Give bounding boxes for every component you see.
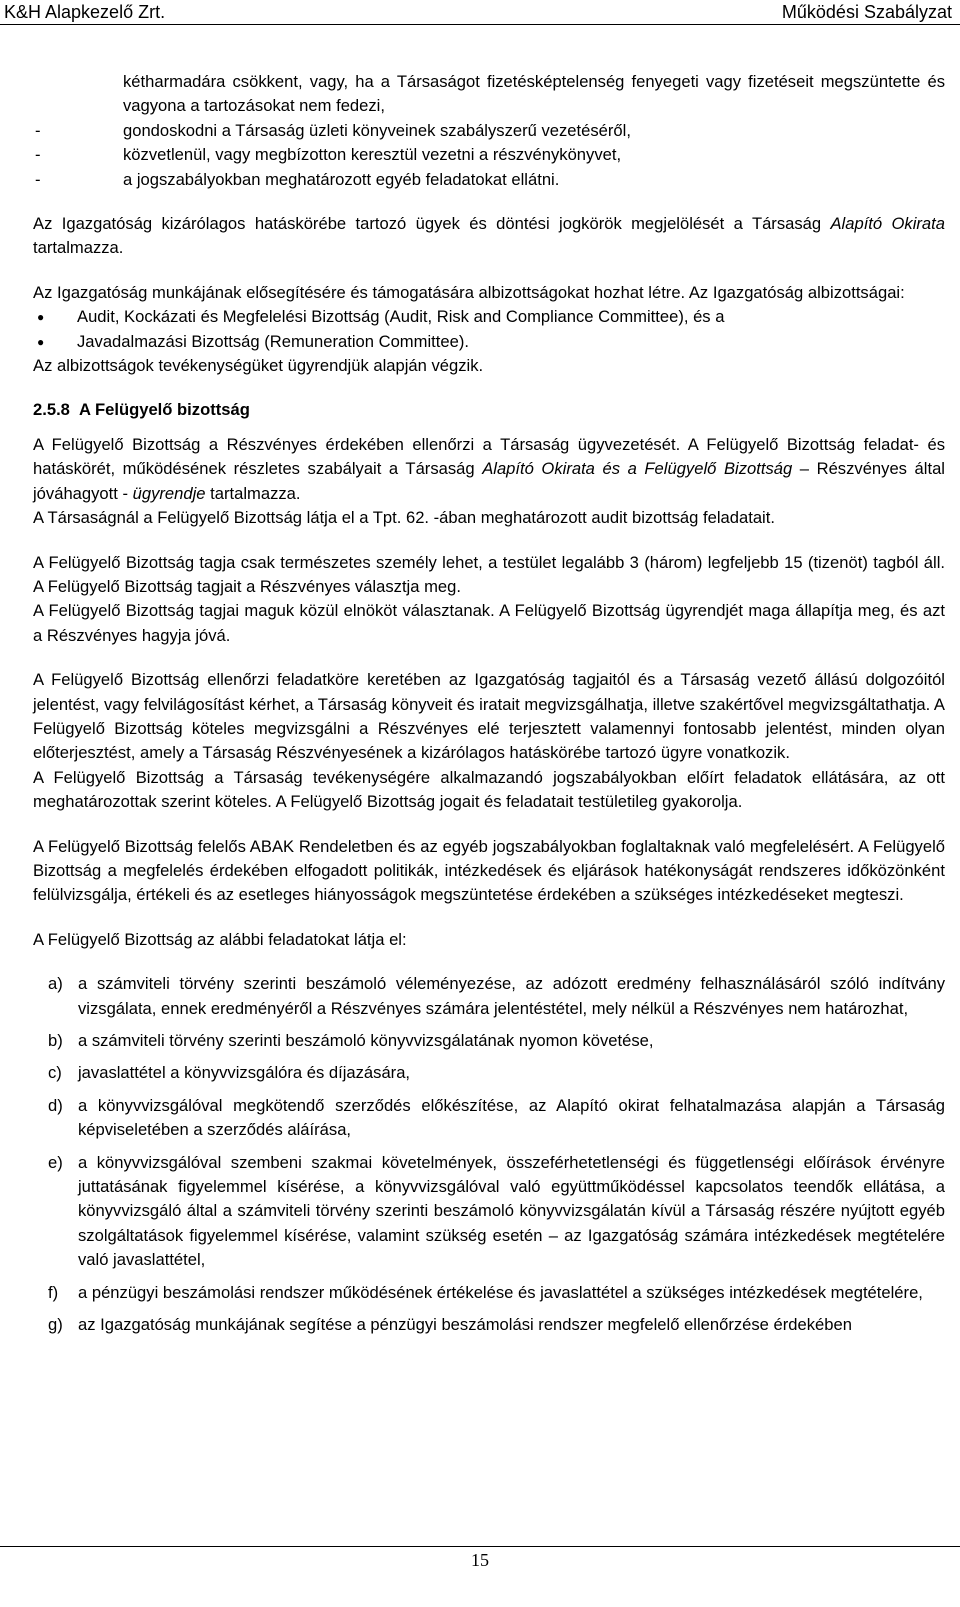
header-doc-title: Működési Szabályzat — [781, 2, 952, 22]
list-item — [33, 143, 945, 167]
list-item-text: közvetlenül, vagy megbízotton keresztül vezetni a részvénykönyvet, — [123, 145, 622, 165]
dash-marker: - — [35, 169, 41, 189]
list-item-text: a jogszabályokban meghatározott egyéb feladatokat ellátni. — [123, 169, 560, 189]
page-number: 15 — [471, 1550, 489, 1570]
dash-marker: - — [35, 145, 41, 165]
list-item — [33, 168, 945, 192]
bullet-icon: ● — [37, 310, 45, 325]
list-item-text: javaslattétel a könyvvizsgálóra és díjazására, — [78, 1063, 411, 1083]
paragraph-subcommittees: Az Igazgatóság munkájának elősegítésére és támogatására albizottságokat hozhat létre. Az Igazgatóság albizottságai: — [33, 282, 905, 302]
list-item — [33, 1281, 945, 1305]
list-item — [33, 1061, 945, 1085]
list-marker: f) — [48, 1282, 59, 1302]
section-title: A Felügyelő bizottság — [79, 400, 250, 420]
paragraph-duties: A Felügyelő Bizottság a Társaság tevékenységére alkalmazandó jogszabályokban előírt feladatok ellátására, az ott meghatározottak szerint köteles. A Felügyelő Bizottság jogait és feladatait testületileg gyakorolja. — [33, 767, 945, 812]
paragraph-tasks-intro: A Felügyelő Bizottság az alábbi feladatokat látja el: — [33, 929, 407, 949]
list-item-text: gondoskodni a Társaság üzleti könyveinek szabályszerű vezetéséről, — [123, 120, 631, 140]
paragraph-board-powers: Az Igazgatóság kizárólagos hatáskörébe tartozó ügyek és döntési jogkörök megjelölését a Társaság Alapító Okirata tartalmazza. — [33, 214, 945, 258]
list-item-text: a számviteli törvény szerinti beszámoló véleményezése, az adózott eredmény felhasználásáról szóló indítvány vizsgálata, ennek eredményéről a Részvényes számára jelentéstétel, mely nélkül a Részvényes nem határozhat, — [78, 974, 945, 1018]
paragraph-chair: A Felügyelő Bizottság tagjai maguk közül elnököt választanak. A Felügyelő Bizottság ügyrendjét maga állapítja meg, és azt a Részvényes hagyja jóvá. — [33, 601, 945, 645]
list-item-text: Javadalmazási Bizottság (Remuneration Committee). — [77, 331, 469, 351]
list-marker: d) — [48, 1095, 63, 1115]
list-item — [33, 305, 945, 329]
list-marker: e) — [48, 1152, 63, 1172]
dash-marker: - — [35, 120, 41, 140]
continuation-text: kétharmadára csökkent, vagy, ha a Társaságot fizetésképtelenség fenyegeti vagy fizetéseit megszüntette és vagyona a tartozásokat nem fedezi, — [123, 72, 945, 116]
section-number: 2.5.8 — [33, 400, 70, 420]
list-item-text: a könyvvizsgálóval szembeni szakmai követelmények, összeférhetetlenségi és függetlenségi előírások érvényre juttatásának figyelemmel kísérése, a könyvvizsgálóval való együttműködéssel kapcsolatos teendők ellátása, a könyvvizsgáló által a számviteli törvény szerinti beszámoló könyvvizsgálatán kívül a Társaság részére nyújtott egyéb szolgáltatások figyelemmel kísérése, valamint szükség esetén – az Igazgatóság számára intézkedések megtételére való javaslattétel, — [78, 1152, 945, 1270]
paragraph-membership: A Felügyelő Bizottság tagja csak természetes személy lehet, a testület legalább 3 (három) legfeljebb 15 (tizenöt) tagból áll. A Felügyelő Bizottság tagjait a Részvényes választja meg. — [33, 552, 945, 596]
paragraph-supervisory-role: A Felügyelő Bizottság a Részvényes érdekében ellenőrzi a Társaság ügyvezetését. A Felügyelő Bizottság feladat- és hatáskörét, működésének részletes szabályait a Társaság Alapító Okirata és a Felügyelő Bizottság – Részvényes által jóváhagyott - ügyrendje tartalmazza. — [33, 434, 945, 503]
list-marker: c) — [48, 1063, 62, 1083]
list-item-text: az Igazgatóság munkájának segítése a pénzügyi beszámolási rendszer megfelelő ellenőrzése érdekében — [78, 1315, 852, 1335]
paragraph-audit-committee: A Társaságnál a Felügyelő Bizottság látja el a Tpt. 62. -ában meghatározott audit bizottság feladatait. — [33, 508, 775, 528]
paragraph-oversight: A Felügyelő Bizottság ellenőrzi feladatköre keretében az Igazgatóság tagjaitól és a Társaság vezető állású dolgozóitól jelentést, vagy felvilágosítást kérhet, a Társaság könyveit és iratait megvizsgálhatja, illetve szakértővel megvizsgáltathatja. A Felügyelő Bizottság köteles megvizsgálni a Részvényes elé terjesztett valamennyi fontosabb jelentést, minden olyan előterjesztést, amely a Társaság Részvényesének a kizárólagos hatáskörébe tartozó ügyre vonatkozik. — [33, 670, 945, 763]
list-item — [33, 1313, 945, 1337]
list-item-text: a számviteli törvény szerinti beszámoló könyvvizsgálatának nyomon követése, — [78, 1031, 654, 1050]
list-item — [33, 330, 945, 354]
footer-rule — [0, 1546, 960, 1547]
list-item — [33, 1094, 945, 1143]
paragraph-subcommittee-rules: Az albizottságok tevékenységüket ügyrendjük alapján végzik. — [33, 356, 484, 376]
header-rule — [0, 24, 960, 25]
list-item-text: Audit, Kockázati és Megfelelési Bizottság (Audit, Risk and Compliance Committee), és a — [77, 307, 725, 327]
list-marker: g) — [48, 1315, 63, 1335]
list-marker: a) — [48, 974, 63, 994]
section-heading — [33, 398, 945, 422]
list-item-text: a pénzügyi beszámolási rendszer működésének értékelése és javaslattétel a szükséges intézkedések megtételére, — [78, 1282, 923, 1302]
list-item-text: a könyvvizsgálóval megkötendő szerződés előkészítése, az Alapító okirat felhatalmazása alapján a Társaság képviseletében a szerződés aláírása, — [78, 1095, 945, 1140]
list-item — [33, 1029, 945, 1053]
header-company: K&H Alapkezelő Zrt. — [4, 2, 166, 22]
list-item — [33, 119, 945, 143]
list-item — [33, 1151, 945, 1273]
list-item — [33, 972, 945, 1021]
page-header — [0, 0, 960, 24]
bullet-icon: ● — [37, 334, 45, 349]
list-marker: b) — [48, 1031, 63, 1050]
document-body — [33, 70, 945, 1345]
paragraph-compliance: A Felügyelő Bizottság felelős ABAK Rendeletben és az egyéb jogszabályokban foglaltaknak való megfelelésért. A Felügyelő Bizottság a megfelelés érdekében elfogadott politikák, intézkedések és eljárások hatékonyságát rendszeres időközönként felülvizsgálja, értékeli és az esetleges hiányosságok megszüntetése érdekében a szükséges intézkedéseket megteszi. — [33, 836, 945, 905]
